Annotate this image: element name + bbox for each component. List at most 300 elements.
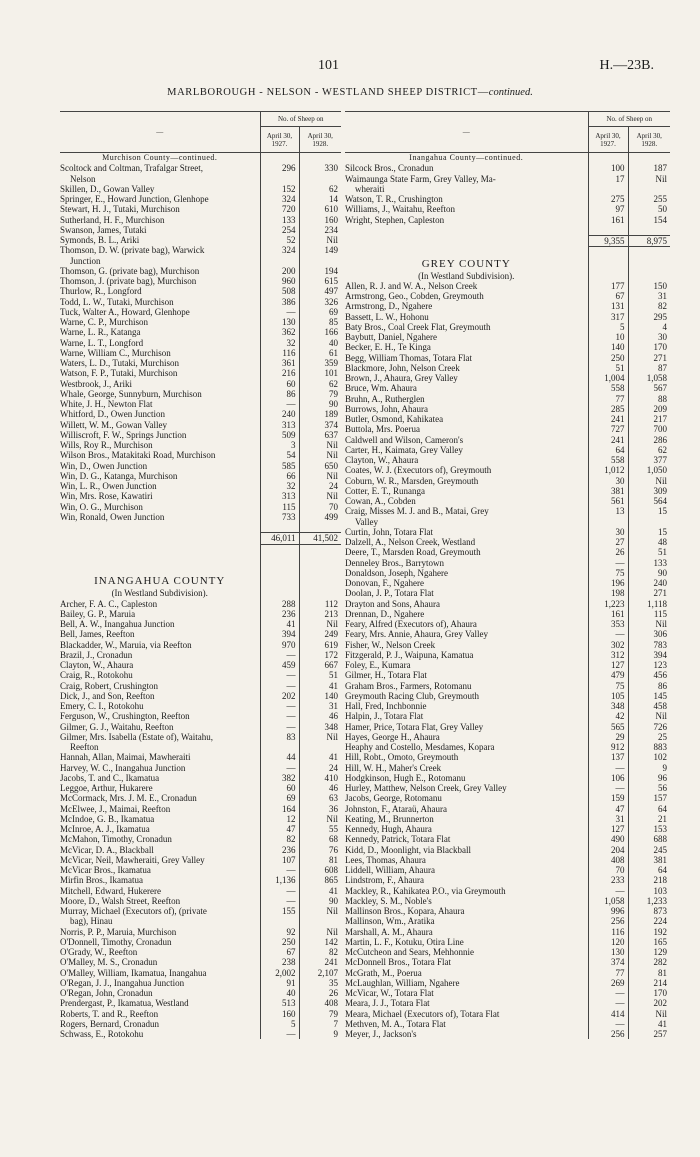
sheep-1927: 152 — [260, 184, 299, 194]
owner-name: Ferguson, W., Crushington, Reefton — [60, 711, 190, 722]
table-row — [60, 752, 341, 762]
table-row — [345, 670, 670, 680]
table-row — [60, 865, 341, 875]
owner-name: Nelson — [70, 173, 96, 184]
cell-1928 — [299, 565, 341, 575]
table-row — [60, 565, 341, 575]
sheep-1928: 783 — [628, 640, 670, 650]
table-row — [60, 640, 341, 650]
owner-name: Curtin, John, Totara Flat — [345, 526, 433, 537]
sheep-1927: 727 — [588, 424, 628, 434]
table-row — [345, 517, 670, 527]
owner-name: Drayton and Sons, Ahaura — [345, 598, 440, 609]
header-col-1927: April 30, 1927. — [588, 127, 628, 153]
sheep-1927: 52 — [260, 235, 299, 245]
sheep-1927: 312 — [588, 650, 628, 660]
owner-name: Hamer, Price, Totara Flat, Grey Valley — [345, 721, 484, 732]
sheep-1927: 912 — [588, 742, 628, 752]
owner-name: Foley, E., Kumara — [345, 660, 411, 670]
owner-name: Rogers, Bernard, Cronadun — [60, 1018, 159, 1029]
sheep-1927: 26 — [588, 547, 628, 557]
sheep-1928: 499 — [299, 512, 341, 522]
owner-name: Watson, F. P., Tutaki, Murchison — [60, 368, 178, 379]
owner-name: Cotter, E. T., Runanga — [345, 485, 426, 496]
sheep-1928: 688 — [628, 834, 670, 844]
owner-name: McInroe, A. J., Ikamatua — [60, 824, 150, 834]
sheep-1928: 306 — [628, 629, 670, 639]
table-row — [345, 742, 670, 752]
table-row — [60, 916, 341, 926]
owner-name: Drennan, D., Ngahere — [345, 608, 425, 619]
sheep-1928: 245 — [628, 845, 670, 855]
table-row — [345, 793, 670, 803]
owner-name: Lees, Thomas, Ahaura — [345, 854, 426, 865]
owner-name: Wills, Roy R., Murchison — [60, 440, 153, 450]
table-row — [60, 420, 341, 430]
owner-name: Win, O. G., Murchison — [60, 501, 143, 512]
table-row — [345, 527, 670, 537]
blank-cell — [60, 565, 260, 575]
sheep-1927: 236 — [260, 609, 299, 619]
owner-name: Warne, L. T., Longford — [60, 337, 144, 348]
sheep-1928: Nil — [299, 450, 341, 460]
table-row — [60, 522, 341, 533]
sheep-1927: 91 — [260, 978, 299, 988]
sheep-1928: 24 — [299, 481, 341, 491]
sheep-1927: 160 — [260, 1009, 299, 1019]
sheep-1927: 200 — [260, 266, 299, 276]
table-row — [60, 409, 341, 419]
cell-1927 — [260, 522, 299, 533]
header-dash: — — [60, 112, 260, 153]
owner-name: Buttola, Mrs. Poerua — [345, 424, 420, 435]
sheep-1927: 10 — [588, 332, 628, 342]
sheep-1928: 255 — [628, 194, 670, 204]
owner-name: Doolan, J. P., Totara Flat — [345, 588, 434, 599]
table-row — [60, 742, 341, 752]
table-row — [345, 215, 670, 225]
owner-name: Whale, George, Sunnyburn, Murchison — [60, 388, 202, 399]
sheep-1928 — [299, 742, 341, 752]
owner-name: Kidd, D., Moonlight, via Blackball — [345, 844, 471, 855]
table-row — [60, 824, 341, 834]
owner-name: Williams, J., Waitahu, Reefton — [345, 204, 455, 215]
sheep-1927: 5 — [588, 322, 628, 332]
owner-name: McGrath, M., Poerua — [345, 967, 422, 978]
table-row — [60, 297, 341, 307]
sheep-1927: — — [260, 886, 299, 896]
sheep-1928: 189 — [299, 409, 341, 419]
table-row — [345, 486, 670, 496]
owner-name: bag), Hinau — [70, 916, 113, 927]
owner-name: Archer, F. A. C., Capleston — [60, 598, 158, 609]
sheep-1928: 194 — [299, 266, 341, 276]
owner-name: wheraiti — [355, 183, 385, 194]
sheep-1928: 865 — [299, 875, 341, 885]
owner-name: Gilmer, G. J., Waitahu, Reefton — [60, 721, 174, 732]
sheep-1927: 70 — [588, 865, 628, 875]
sheep-1927: 565 — [588, 722, 628, 732]
sheep-1928: 170 — [628, 988, 670, 998]
sheep-1928: 62 — [299, 379, 341, 389]
table-row — [60, 1009, 341, 1019]
owner-name: Wright, Stephen, Capleston — [345, 214, 445, 225]
table-row — [60, 327, 341, 337]
sheep-1928: Nil — [299, 440, 341, 450]
sheep-1927: 60 — [260, 783, 299, 793]
sheep-1927: 1,136 — [260, 875, 299, 885]
owner-name: Murray, Michael (Executors of), (private — [60, 906, 207, 916]
sheep-1927: 241 — [588, 414, 628, 424]
sheep-1927: 513 — [260, 998, 299, 1008]
sheep-1928: 63 — [299, 793, 341, 803]
subdivision-note: (In Westland Subdivision). — [111, 588, 208, 599]
owner-name: Dick, J., and Son, Reefton — [60, 690, 155, 701]
owner-name: Win, D. G., Katanga, Murchison — [60, 470, 178, 481]
owner-name: Moore, D., Walsh Street, Reefton — [60, 895, 181, 906]
header-col-1928: April 30, 1928. — [628, 127, 670, 153]
owner-name: Lindstrom, F., Ahaura — [345, 875, 425, 886]
sheep-1928 — [299, 916, 341, 926]
table-row — [345, 578, 670, 588]
sheep-1928: Nil — [299, 471, 341, 481]
table-row — [345, 773, 670, 783]
sheep-1927: 32 — [260, 481, 299, 491]
sheep-1927: 362 — [260, 327, 299, 337]
owner-name: McVicar Bros., Ikamatua — [60, 865, 151, 875]
sheep-1927: 42 — [588, 711, 628, 721]
table-row — [345, 204, 670, 214]
sheep-1928: 154 — [628, 215, 670, 225]
owner-name: Hayes, George H., Ahaura — [345, 731, 440, 742]
sheep-1927: — — [588, 763, 628, 773]
sheep-1927: 313 — [260, 420, 299, 430]
sheep-1928: 2,107 — [299, 968, 341, 978]
sheep-1928: 187 — [628, 163, 670, 173]
owner-name: Waimaunga State Farm, Grey Valley, Ma- — [345, 173, 496, 184]
table-row — [60, 174, 341, 184]
sheep-1928: 81 — [299, 855, 341, 865]
sheep-1927: 116 — [588, 927, 628, 937]
sheep-1927: — — [260, 722, 299, 732]
owner-name: McCutcheon and Sears, Mehhonnie — [345, 947, 474, 957]
table-row — [345, 1009, 670, 1019]
table-row — [345, 599, 670, 609]
sheep-1928: 359 — [299, 358, 341, 368]
sheep-1927 — [260, 742, 299, 752]
owner-name: Becker, E. H., Te Kinga — [345, 342, 431, 353]
cell-1928 — [628, 258, 670, 271]
sheep-1927: 996 — [588, 906, 628, 916]
owner-name: Springer, E., Howard Junction, Glenhope — [60, 194, 209, 204]
table-row — [345, 875, 670, 885]
sheep-1927: 256 — [588, 1029, 628, 1039]
owner-name: Warne, L. R., Katanga — [60, 327, 141, 338]
owner-name: Swanson, James, Tutaki — [60, 224, 147, 235]
owner-name: Johnston, F., Ataraü, Ahaura — [345, 803, 448, 814]
sheep-1927: 408 — [588, 855, 628, 865]
table-row — [345, 153, 670, 163]
sheep-1928: 564 — [628, 496, 670, 506]
sheep-1927: 1,223 — [588, 599, 628, 609]
sheep-1928: 330 — [299, 163, 341, 173]
owner-name: McVicar, Neil, Mawheraiti, Grey Valley — [60, 854, 205, 865]
blank-cell — [60, 544, 260, 555]
table-row — [60, 957, 341, 967]
table-row — [60, 194, 341, 204]
sheep-1927: 127 — [588, 824, 628, 834]
owner-name: Jacobs, George, Rotomanu — [345, 793, 442, 804]
sheep-1927: 131 — [588, 301, 628, 311]
owner-name: Schwass, E., Rotokohu — [60, 1029, 144, 1039]
sheep-1927: — — [588, 886, 628, 896]
table-row — [60, 533, 341, 544]
owner-name: Willett, W. M., Gowan Valley — [60, 419, 167, 430]
sheep-1928: 41 — [299, 752, 341, 762]
sheep-1928: 202 — [628, 998, 670, 1008]
owner-name: Leggoe, Arthur, Hukarere — [60, 783, 153, 793]
table-row — [345, 957, 670, 967]
sheep-1928: 61 — [299, 348, 341, 358]
sheep-1927: 382 — [260, 773, 299, 783]
owner-name: O'Regan, J. J., Inangahua Junction — [60, 977, 185, 988]
sheep-1928: 81 — [628, 968, 670, 978]
sheep-1928: 82 — [628, 301, 670, 311]
sheep-1927: — — [260, 896, 299, 906]
header-group: No. of Sheep on — [260, 112, 341, 127]
sheep-1928: 123 — [628, 660, 670, 670]
cell-1928 — [299, 153, 341, 163]
sheep-1927: 250 — [260, 937, 299, 947]
sheep-1928: 88 — [628, 394, 670, 404]
sheep-1928: 64 — [628, 865, 670, 875]
sheep-1928: Nil — [628, 1009, 670, 1019]
sheep-1927: 414 — [588, 1009, 628, 1019]
sheep-1928: 142 — [299, 937, 341, 947]
sheep-1928: 150 — [628, 281, 670, 291]
sheep-1928: 40 — [299, 338, 341, 348]
sheep-1928: 217 — [628, 414, 670, 424]
table-row — [60, 650, 341, 660]
table-row — [345, 332, 670, 342]
sheep-1927: 164 — [260, 804, 299, 814]
table-row — [60, 629, 341, 639]
table-row — [345, 271, 670, 281]
header-dash: — — [345, 112, 588, 153]
sheep-1927: 288 — [260, 599, 299, 609]
right-column — [345, 111, 670, 1039]
sheep-1928: 115 — [628, 609, 670, 619]
owner-name: Feary, Mrs. Annie, Ahaura, Grey Valley — [345, 629, 488, 640]
sheep-1927: 41 — [260, 619, 299, 629]
sheep-1928: 374 — [299, 420, 341, 430]
sheep-1928: 700 — [628, 424, 670, 434]
sheep-1927: 381 — [588, 486, 628, 496]
blank-cell — [345, 225, 588, 236]
sheep-1928 — [628, 517, 670, 527]
table-row — [345, 588, 670, 598]
table-row — [345, 619, 670, 629]
table-row — [60, 609, 341, 619]
table-row — [345, 681, 670, 691]
owner-name: Allen, R. J. and W. A., Nelson Creek — [345, 280, 478, 291]
sheep-1928: 46 — [299, 783, 341, 793]
sheep-1928: 46 — [299, 711, 341, 721]
sheep-1927: 83 — [260, 732, 299, 742]
sheep-1928: 458 — [628, 701, 670, 711]
sheep-1927: 479 — [588, 670, 628, 680]
cell-1927 — [260, 555, 299, 565]
table-row — [345, 722, 670, 732]
table-row — [60, 379, 341, 389]
owner-name: Craig, R., Rotokohu — [60, 670, 133, 681]
sheep-1928: 15 — [628, 527, 670, 537]
sheep-1927: — — [260, 763, 299, 773]
sheep-1928: 170 — [628, 342, 670, 352]
sheep-1927: 374 — [588, 957, 628, 967]
sheep-1928 — [299, 256, 341, 266]
cell-1928 — [299, 575, 341, 588]
sheep-1928: 410 — [299, 773, 341, 783]
sheep-1928: Nil — [299, 814, 341, 824]
table-row — [345, 783, 670, 793]
owner-name: Meyer, J., Jackson's — [345, 1029, 417, 1039]
table-row — [60, 317, 341, 327]
sheep-1927: 2,002 — [260, 968, 299, 978]
sheep-1928: Nil — [299, 491, 341, 501]
sheep-1927: 296 — [260, 163, 299, 173]
sheep-1928: 1,233 — [628, 896, 670, 906]
table-row — [60, 204, 341, 214]
sheep-1927: 250 — [588, 353, 628, 363]
sheep-1927: 285 — [588, 404, 628, 414]
table-row — [60, 512, 341, 522]
sheep-1928: 1,058 — [628, 373, 670, 383]
owner-name: Stewart, H. J., Tutaki, Murchison — [60, 204, 180, 215]
table-row — [60, 886, 341, 896]
owner-name: McIndoe, G. B., Ikamatua — [60, 813, 155, 824]
owner-name: White, J. H., Newton Flat — [60, 399, 153, 409]
table-row — [60, 773, 341, 783]
table-row — [60, 481, 341, 491]
sheep-1927: 161 — [588, 215, 628, 225]
owner-name: Craig, Robert, Crushington — [60, 680, 158, 691]
cell-1927 — [260, 565, 299, 575]
table-row — [345, 373, 670, 383]
sheep-1928: 394 — [628, 650, 670, 660]
sheep-1927 — [260, 256, 299, 266]
sheep-1928: 90 — [628, 568, 670, 578]
sheep-1927: 82 — [260, 834, 299, 844]
table-row — [60, 670, 341, 680]
sheep-1928: 873 — [628, 906, 670, 916]
table-row — [345, 650, 670, 660]
owner-name: Mitchell, Edward, Hukerere — [60, 885, 161, 896]
sheep-1928: 192 — [628, 927, 670, 937]
sheep-1927: 238 — [260, 957, 299, 967]
owner-name: O'Donnell, Timothy, Cronadun — [60, 936, 172, 947]
county-heading: INANGAHUA COUNTY — [94, 575, 226, 588]
owner-name: Sutherland, H. F., Murchison — [60, 214, 165, 225]
owner-name: Graham Bros., Farmers, Rotomanu — [345, 680, 472, 691]
owner-name: O'Malley, William, Ikamatua, Inangahua — [60, 967, 207, 978]
table-row — [345, 258, 670, 271]
owner-name: Armstrong, D., Ngahere — [345, 301, 433, 312]
table-row — [345, 558, 670, 568]
owner-name: Clayton, W., Ahaura — [60, 660, 134, 670]
sheep-1927: — — [260, 701, 299, 711]
table-row — [345, 814, 670, 824]
sheep-1928: Nil — [299, 619, 341, 629]
sheep-1927: 159 — [588, 793, 628, 803]
sheep-1927: 44 — [260, 752, 299, 762]
sheep-1928: 96 — [628, 773, 670, 783]
sheep-1927: 86 — [260, 389, 299, 399]
sheep-1928: 31 — [299, 701, 341, 711]
owner-name: Burrows, John, Ahaura — [345, 403, 428, 414]
sheep-1927: 47 — [260, 824, 299, 834]
sheep-1927: — — [260, 399, 299, 409]
table-row — [60, 491, 341, 501]
table-row — [345, 629, 670, 639]
sheep-1928: 295 — [628, 312, 670, 322]
table-row — [60, 1019, 341, 1029]
sheep-1927: — — [260, 865, 299, 875]
table-row — [60, 947, 341, 957]
table-row — [60, 875, 341, 885]
sheep-1928: Nil — [299, 732, 341, 742]
table-row — [345, 732, 670, 742]
owner-name: Thomson, D. W. (private bag), Warwick — [60, 245, 205, 256]
sheep-1927: 177 — [588, 281, 628, 291]
sheep-1927: 348 — [588, 701, 628, 711]
owner-name: O'Grady, W., Reefton — [60, 947, 138, 957]
sheep-1927: 64 — [588, 445, 628, 455]
table-row — [345, 947, 670, 957]
table-row — [345, 225, 670, 236]
sheep-1928: 101 — [299, 368, 341, 378]
sheep-1927: 558 — [588, 455, 628, 465]
table-row — [60, 245, 341, 255]
sheep-1927: 5 — [260, 1019, 299, 1029]
sheep-1928: 26 — [299, 988, 341, 998]
table-row — [60, 256, 341, 266]
sheep-1928: 62 — [628, 445, 670, 455]
table-row — [345, 394, 670, 404]
cell-1928 — [299, 544, 341, 555]
owner-name: O'Regan, John, Cronadun — [60, 988, 153, 998]
table-row — [60, 701, 341, 711]
sheep-1928: 883 — [628, 742, 670, 752]
sheep-1927: 29 — [588, 732, 628, 742]
sheep-1928: 90 — [299, 896, 341, 906]
sheep-1928: 326 — [299, 297, 341, 307]
owner-name: Tuck, Walter A., Howard, Glenhope — [60, 306, 190, 317]
sheep-1927: 67 — [588, 291, 628, 301]
sheep-1928: Nil — [628, 174, 670, 184]
owner-name: Greymouth Racing Club, Greymouth — [345, 690, 479, 701]
owner-name: Liddell, William, Ahaura — [345, 865, 435, 875]
right-table-header — [345, 111, 670, 153]
table-row — [60, 968, 341, 978]
owner-name: Fitzgerald, P. J., Waipuna, Kamatua — [345, 649, 474, 660]
table-row — [60, 389, 341, 399]
owner-name: Wilson Bros., Matakitaki Road, Murchison — [60, 450, 216, 461]
table-row — [345, 609, 670, 619]
sheep-1927: 254 — [260, 225, 299, 235]
table-row — [60, 163, 341, 173]
owner-name: Thomson, G. (private bag), Murchison — [60, 265, 200, 276]
